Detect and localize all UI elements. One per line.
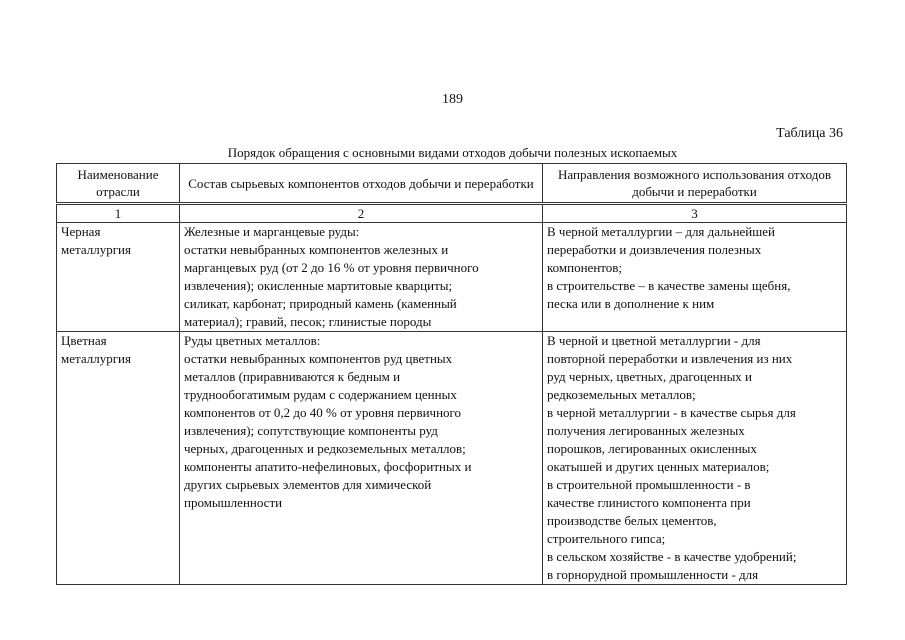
cell-line: переработки и доизвлечения полезных [547,242,762,257]
header-row [57,164,847,204]
table-row [57,223,847,332]
cell-line: марганцевых руд (от 2 до 16 % от уровня первичного [184,260,479,275]
cell-line: редкоземельных металлов; [547,387,696,402]
cell-line: компоненты апатито-нефелиновых, фосфоритных и [184,459,472,474]
composition-cell [180,332,543,585]
cell-line: остатки невыбранных компонентов руд цветных [184,351,453,366]
cell-line: производстве белых цементов, [547,513,717,528]
column-number-row [57,204,847,223]
cell-line: в сельском хозяйстве - в качестве удобрений; [547,549,797,564]
cell-line: компонентов от 0,2 до 40 % от уровня первичного [184,405,462,420]
cell-line: В черной и цветной металлургии - для [547,333,761,348]
cell-line: Руды цветных металлов: [184,333,321,348]
usage-cell [543,332,847,585]
cell-line: качестве глинистого компонента при [547,495,751,510]
cell-line: труднообогатимым рудам с содержанием ценных [184,387,457,402]
cell-line: строительного гипса; [547,531,666,546]
cell-line: компонентов; [547,260,623,275]
table-label: Таблица 36 [776,126,843,141]
table-title: Порядок обращения с основными видами отходов добычи полезных ископаемых [227,145,678,160]
cell-line: других сырьевых элементов для химической [184,477,432,492]
composition-cell [180,223,543,332]
cell-line: В черной металлургии – для дальнейшей [547,224,776,239]
cell-line: металлов (приравниваются к бедным и [184,369,401,384]
cell-line: руд черных, цветных, драгоценных и [547,369,753,384]
table-row [57,332,847,585]
header-industry: Наименование отрасли [57,164,180,204]
cell-line: Черная [61,224,101,239]
column-number: 1 [57,204,180,223]
cell-line: извлечения); окисленные мартитовые кварциты; [184,278,453,293]
column-number: 3 [543,204,847,223]
page-number: 189 [442,92,463,107]
waste-table [56,163,847,585]
column-number: 2 [180,204,543,223]
industry-cell [57,332,180,585]
cell-line: окатышей и других ценных материалов; [547,459,770,474]
cell-line: черных, драгоценных и редкоземельных металлов; [184,441,466,456]
cell-line: в строительной промышленности - в [547,477,751,492]
cell-line: силикат, карбонат; природный камень (каменный [184,296,457,311]
cell-line: получения легированных железных [547,423,745,438]
cell-line: порошков, легированных окисленных [547,441,757,456]
header-composition: Состав сырьевых компонентов отходов добычи и переработки [180,164,543,204]
cell-line: металлургия [61,351,131,366]
cell-line: металлургия [61,242,131,257]
cell-line: промышленности [184,495,283,510]
usage-cell [543,223,847,332]
cell-line: материал); гравий, песок; глинистые породы [184,314,432,329]
cell-line: извлечения); сопутствующие компоненты руд [184,423,438,438]
cell-line: в горнорудной промышленности - для [547,567,759,582]
cell-line: в строительстве – в качестве замены щебня, [547,278,791,293]
cell-line: песка или в дополнение к ним [547,296,715,311]
cell-line: в черной металлургии - в качестве сырья для [547,405,796,420]
cell-line: Цветная [61,333,107,348]
cell-line: остатки невыбранных компонентов железных и [184,242,449,257]
cell-line: Железные и марганцевые руды: [184,224,360,239]
industry-cell [57,223,180,332]
header-usage: Направления возможного использования отходов добычи и переработки [543,164,847,204]
cell-line: повторной переработки и извлечения из них [547,351,793,366]
